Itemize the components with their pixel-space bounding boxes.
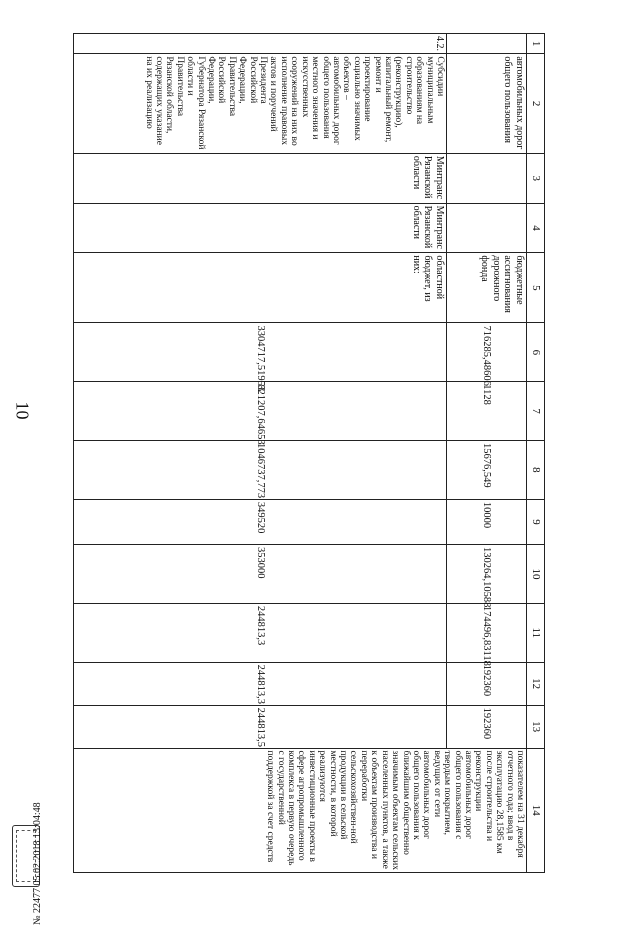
table-cell: 244813,3 xyxy=(74,603,447,662)
col-header: 3 xyxy=(527,153,545,203)
col-header: 12 xyxy=(527,662,545,705)
table-cell: показателем на 31 декабря отчетного года; ввод в эксплуатацию 28,1585 км после строительства и реконструкции автомобильных дорог общего пользования с твердым покрытием, ведущих от сети автомобильных дорог общего пользования к ближайшим общественно значимым объектам сельских населенных пунктов, а также к объектам производства и переработки сельскохозяйствен-ной продукции в сельской местности, в которой реализуются инвестиционные проекты в сфере агропромышленного комплекса в первую очередь с государственной поддержкой за счет средств xyxy=(74,748,527,872)
table-cell: 130264,10588 xyxy=(447,545,527,604)
table-cell: 1046737,773 xyxy=(74,441,447,500)
document-registration-number: № 22477 05.02.2018 13:04:48 xyxy=(32,802,43,925)
table-cell xyxy=(447,203,527,253)
col-header: 10 xyxy=(527,545,545,604)
table-cell: 174496,83118 xyxy=(447,603,527,662)
table-cell: Субсидии муниципальным образованиям на строительство (реконструкцию), капитальный ремонт, ремонт и проектирование социально значимых объектов – автомобильных дорог общего пользования местного значения и искусственных сооружений на них во исполнение правовых актов и поручений Президента Российской Федерации, Правительства Российской Федерации, Губернатора Рязанской области и Правительства Рязанской области, содержащих указание на их реализацию xyxy=(74,54,447,154)
table-cell: 349520 xyxy=(74,499,447,544)
col-header: 1 xyxy=(527,34,545,54)
table-row-4-2 xyxy=(74,34,447,873)
column-number-row xyxy=(527,34,545,873)
budget-table-sheet xyxy=(73,33,545,873)
col-header: 9 xyxy=(527,499,545,544)
table-cell: 3304717,51953 xyxy=(74,323,447,382)
table-cell: 192360 xyxy=(447,662,527,705)
col-header: 7 xyxy=(527,382,545,441)
table-cell: бюджетные ассигнования дорожного фонда xyxy=(447,253,527,323)
table-cell: 716285,48606 xyxy=(447,323,527,382)
table-cell: 192360 xyxy=(447,705,527,748)
table-cell: 244813,3 xyxy=(74,662,447,705)
page-number: 10 xyxy=(12,401,33,419)
table-cell: областной бюджет, из них: xyxy=(74,253,447,323)
table-cell: автомобильных дорог общего пользования xyxy=(447,54,527,154)
col-header: 5 xyxy=(527,253,545,323)
table-cell: Минтранс Рязанской области xyxy=(74,203,447,253)
col-header: 6 xyxy=(527,323,545,382)
col-header: 2 xyxy=(527,54,545,154)
table-cell: Минтранс Рязанской области xyxy=(74,153,447,203)
table-cell: 10000 xyxy=(447,499,527,544)
table-cell: 4.2. xyxy=(74,34,447,54)
table-cell xyxy=(447,153,527,203)
col-header: 13 xyxy=(527,705,545,748)
col-header: 14 xyxy=(527,748,545,872)
budget-table xyxy=(73,33,545,873)
table-cell: 1128 xyxy=(447,382,527,441)
table-cell: 15676,549 xyxy=(447,441,527,500)
table-cell: 244813,5 xyxy=(74,705,447,748)
table-cell: 821207,64653 xyxy=(74,382,447,441)
table-row-continuation xyxy=(447,34,527,873)
col-header: 11 xyxy=(527,603,545,662)
table-cell: 353000 xyxy=(74,545,447,604)
col-header: 4 xyxy=(527,203,545,253)
col-header: 8 xyxy=(527,441,545,500)
table-cell xyxy=(447,34,527,54)
